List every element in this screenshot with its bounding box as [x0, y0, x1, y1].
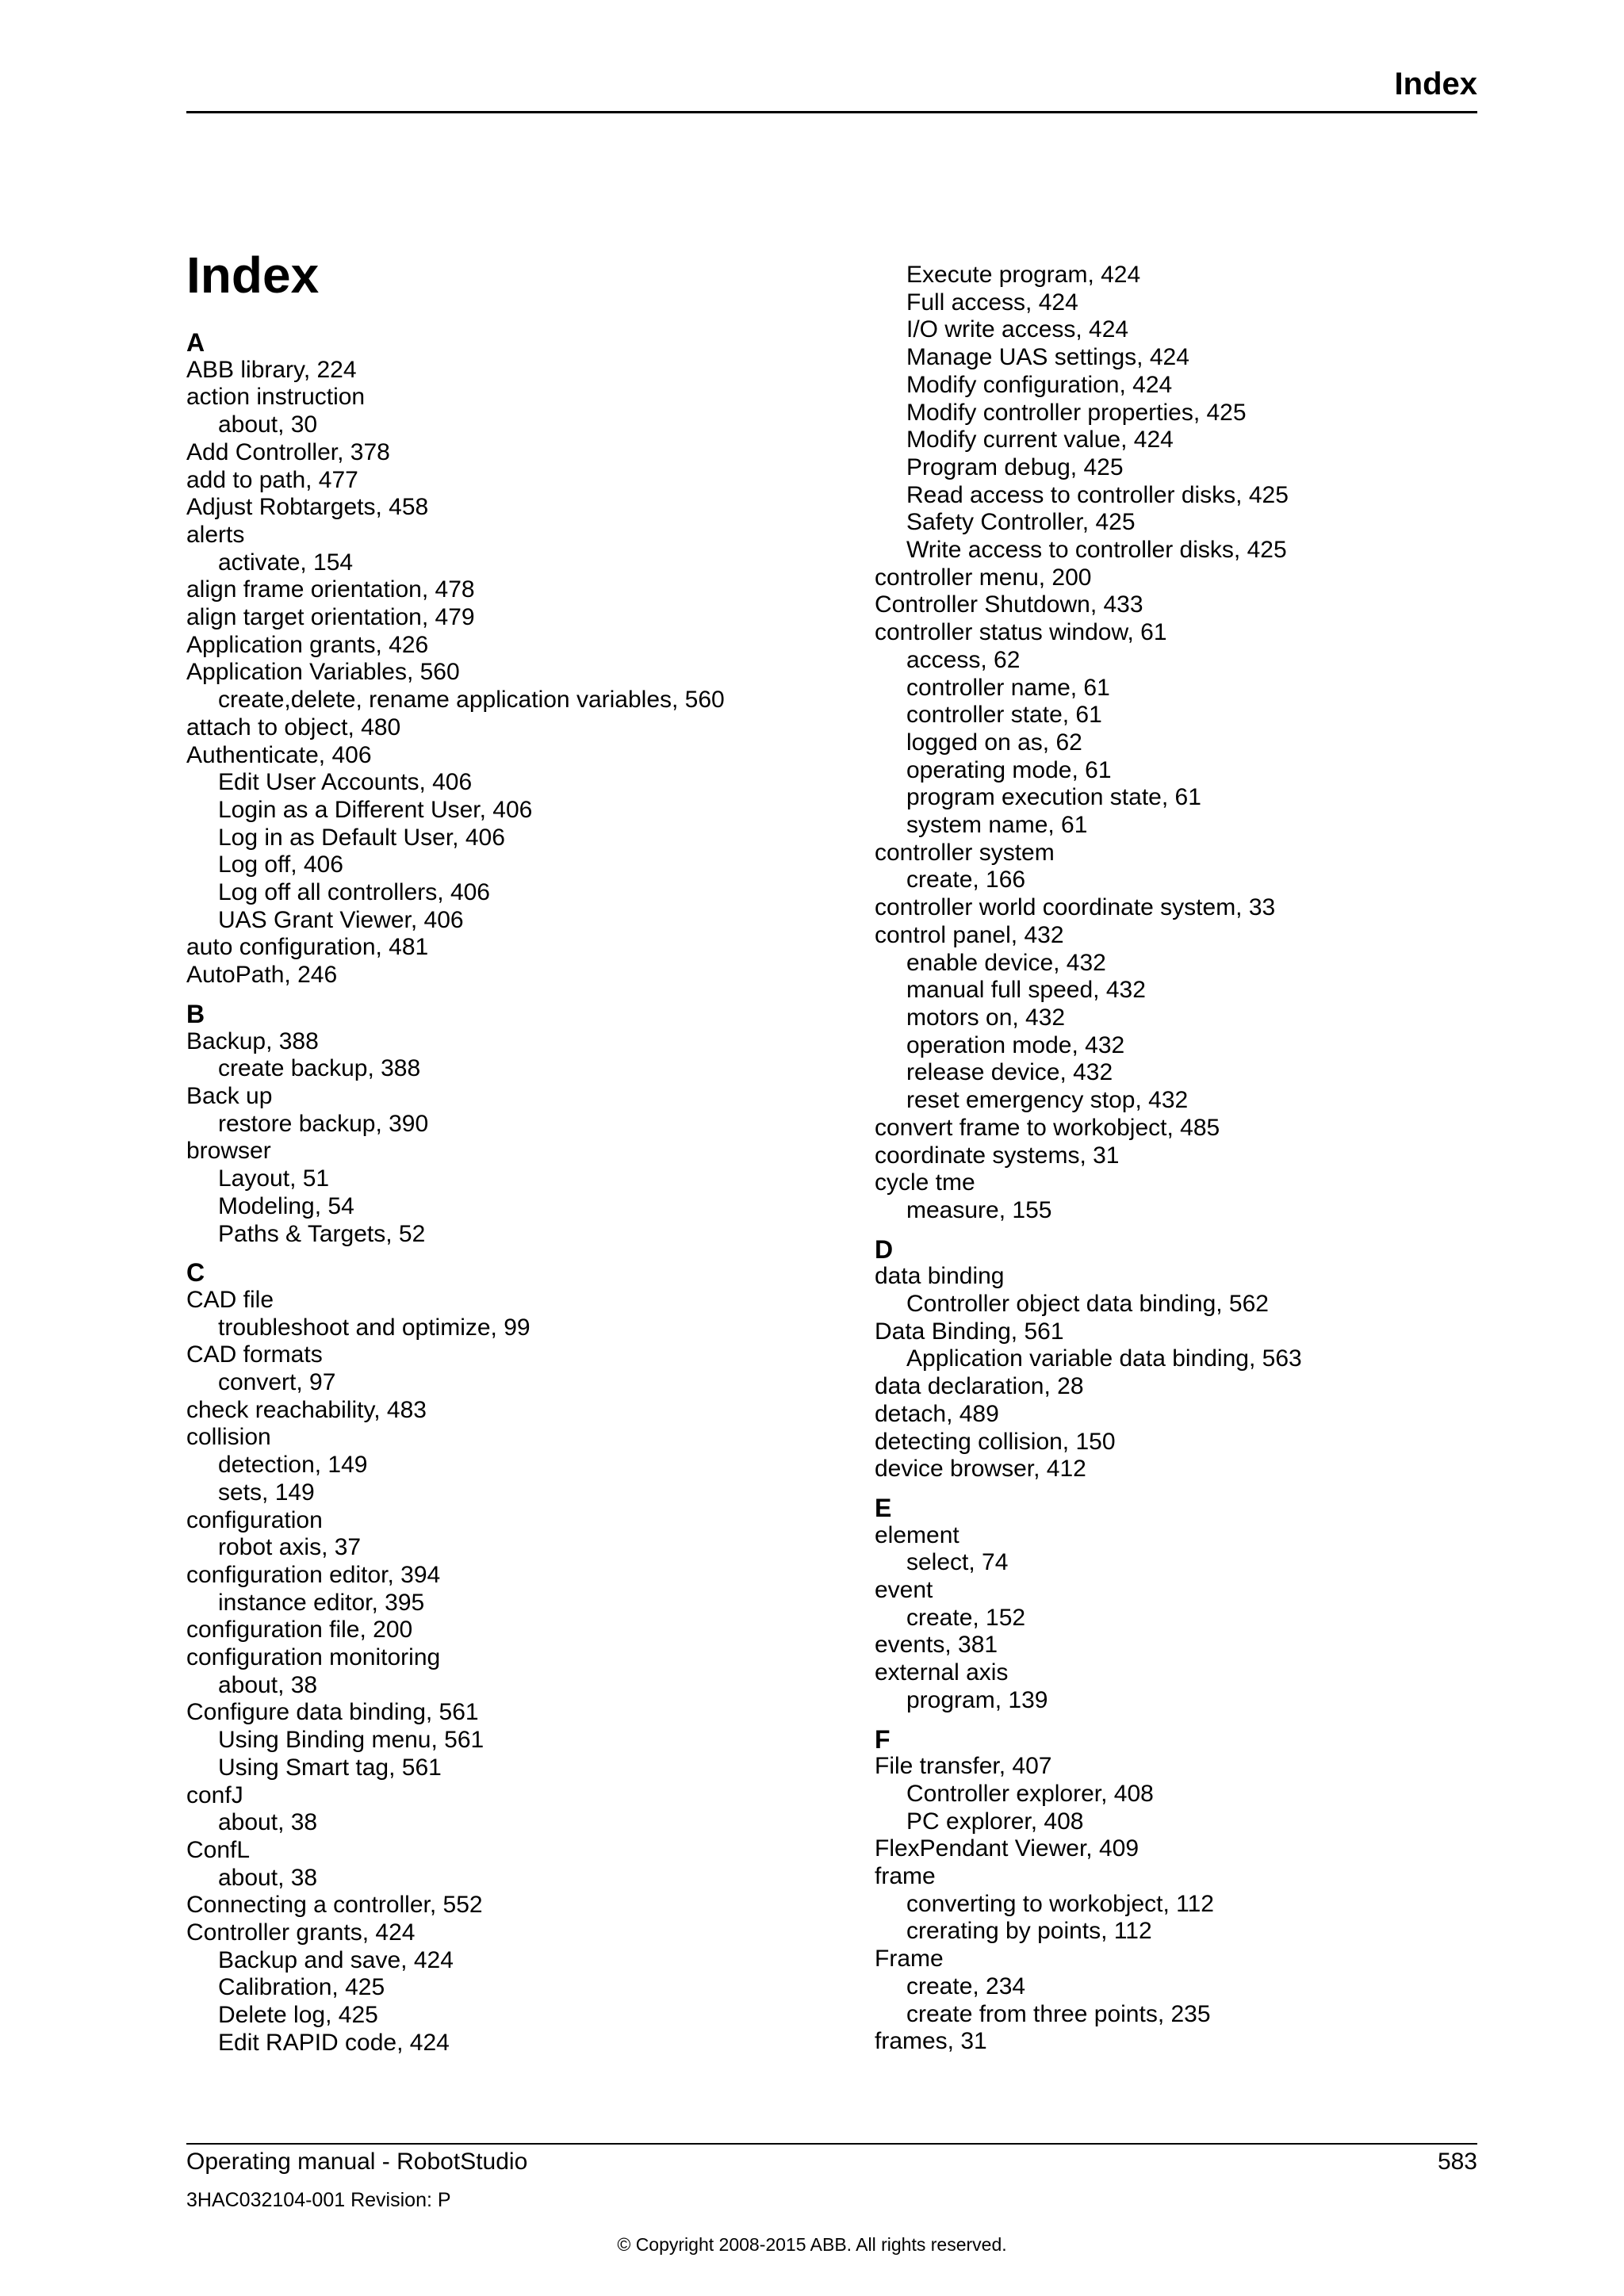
index-subentry: create, 152	[906, 1604, 1026, 1631]
index-subentry: logged on as, 62	[906, 729, 1082, 756]
index-entry: ConfL	[186, 1836, 251, 1863]
index-subentry: manual full speed, 432	[906, 977, 1146, 1004]
index-subentry: UAS Grant Viewer, 406	[218, 906, 464, 933]
index-entry: detach, 489	[875, 1400, 999, 1427]
index-entry: Backup, 388	[186, 1027, 319, 1054]
index-subentry: Using Binding menu, 561	[218, 1727, 485, 1754]
index-subentry: Login as a Different User, 406	[218, 796, 533, 823]
index-entry: Controller Shutdown, 433	[875, 591, 1143, 618]
index-subentry: about, 38	[218, 1809, 318, 1836]
index-subentry: create, 166	[906, 867, 1026, 894]
index-entry: data declaration, 28	[875, 1373, 1084, 1400]
index-subentry: create,delete, rename application variables, 560	[218, 687, 725, 714]
index-subentry: Log off all controllers, 406	[218, 879, 490, 906]
index-subentry: release device, 432	[906, 1059, 1113, 1086]
index-entry: ABB library, 224	[186, 356, 357, 383]
index-subentry: converting to workobject, 112	[906, 1890, 1214, 1917]
index-entry: Adjust Robtargets, 458	[186, 494, 429, 521]
index-subentry: sets, 149	[218, 1479, 315, 1506]
index-entry: Frame	[875, 1946, 944, 1973]
index-entry: align target orientation, 479	[186, 604, 475, 631]
index-subentry: Edit RAPID code, 424	[218, 2029, 450, 2056]
index-entry: convert frame to workobject, 485	[875, 1114, 1220, 1141]
index-subentry: Edit User Accounts, 406	[218, 769, 473, 796]
index-entry: controller menu, 200	[875, 564, 1092, 591]
index-subentry: Log in as Default User, 406	[218, 824, 505, 851]
index-subentry: Controller explorer, 408	[906, 1780, 1154, 1807]
index-subentry: Modify configuration, 424	[906, 371, 1173, 398]
footer-divider	[186, 2143, 1477, 2145]
index-entry: Back up	[186, 1082, 273, 1109]
index-letter-heading: D	[875, 1234, 894, 1264]
index-subentry: controller state, 61	[906, 702, 1102, 729]
index-entry: auto configuration, 481	[186, 934, 429, 961]
index-subentry: crerating by points, 112	[906, 1918, 1152, 1945]
index-entry: align frame orientation, 478	[186, 576, 475, 603]
page-heading: Index	[186, 247, 320, 304]
index-subentry: Write access to controller disks, 425	[906, 537, 1287, 564]
index-entry: add to path, 477	[186, 466, 358, 493]
index-subentry: operation mode, 432	[906, 1031, 1125, 1058]
index-subentry: system name, 61	[906, 812, 1088, 839]
index-subentry: about, 38	[218, 1864, 318, 1891]
index-entry: CAD formats	[186, 1341, 323, 1368]
index-subentry: convert, 97	[218, 1369, 336, 1396]
index-entry: alerts	[186, 521, 245, 548]
index-subentry: robot axis, 37	[218, 1534, 362, 1561]
index-entry: Authenticate, 406	[186, 741, 372, 768]
page-number: 583	[1437, 2149, 1477, 2175]
index-subentry: about, 38	[218, 1671, 318, 1698]
index-entry: Application grants, 426	[186, 631, 429, 658]
index-subentry: program execution state, 61	[906, 784, 1201, 811]
index-entry: Controller grants, 424	[186, 1919, 416, 1946]
index-entry: confJ	[186, 1781, 243, 1808]
index-entry: controller world coordinate system, 33	[875, 894, 1276, 921]
index-subentry: operating mode, 61	[906, 756, 1112, 783]
index-entry: data binding	[875, 1263, 1005, 1290]
index-letter-heading: E	[875, 1493, 892, 1522]
index-entry: FlexPendant Viewer, 409	[875, 1835, 1139, 1862]
index-subentry: Layout, 51	[218, 1165, 330, 1192]
index-subentry: motors on, 432	[906, 1004, 1066, 1031]
index-entry: device browser, 412	[875, 1456, 1086, 1483]
index-subentry: Modeling, 54	[218, 1192, 354, 1219]
index-entry: Configure data binding, 561	[186, 1699, 479, 1726]
index-subentry: activate, 154	[218, 549, 354, 576]
index-subentry: measure, 155	[906, 1196, 1052, 1223]
index-entry: detecting collision, 150	[875, 1428, 1116, 1455]
index-entry: AutoPath, 246	[186, 962, 338, 989]
index-entry: configuration file, 200	[186, 1617, 413, 1644]
index-subentry: instance editor, 395	[218, 1589, 425, 1616]
index-subentry: Backup and save, 424	[218, 1946, 454, 1973]
index-entry: control panel, 432	[875, 921, 1064, 948]
index-entry: external axis	[875, 1659, 1009, 1686]
index-entry: Add Controller, 378	[186, 438, 390, 465]
header-divider	[186, 111, 1477, 113]
index-subentry: troubleshoot and optimize, 99	[218, 1314, 530, 1341]
index-entry: configuration	[186, 1506, 323, 1533]
index-subentry: Modify controller properties, 425	[906, 399, 1247, 426]
index-subentry: I/O write access, 424	[906, 316, 1129, 343]
footer-manual-title: Operating manual - RobotStudio	[186, 2149, 528, 2175]
index-entry: Data Binding, 561	[875, 1318, 1064, 1345]
index-subentry: enable device, 432	[906, 949, 1106, 976]
index-entry: Application Variables, 560	[186, 659, 460, 686]
index-column-left	[186, 329, 821, 2057]
running-header-title: Index	[1394, 67, 1477, 101]
index-entry: controller system	[875, 839, 1055, 866]
index-subentry: Using Smart tag, 561	[218, 1754, 442, 1781]
index-subentry: Modify current value, 424	[906, 427, 1174, 453]
index-entry: attach to object, 480	[186, 714, 401, 740]
index-entry: CAD file	[186, 1286, 274, 1313]
index-entry: events, 381	[875, 1632, 998, 1659]
index-subentry: Safety Controller, 425	[906, 509, 1136, 536]
index-entry: browser	[186, 1138, 271, 1165]
index-subentry: Read access to controller disks, 425	[906, 481, 1289, 508]
index-subentry: Delete log, 425	[218, 2002, 378, 2029]
index-entry: element	[875, 1521, 959, 1548]
index-letter-heading: A	[186, 328, 205, 357]
index-letter-heading: F	[875, 1724, 891, 1754]
index-letter-heading: B	[186, 999, 205, 1028]
index-subentry: select, 74	[906, 1549, 1009, 1576]
index-entry: coordinate systems, 31	[875, 1142, 1120, 1169]
index-entry: frame	[875, 1863, 936, 1890]
index-subentry: Full access, 424	[906, 289, 1078, 316]
index-subentry: Application variable data binding, 563	[906, 1345, 1302, 1372]
index-subentry: detection, 149	[218, 1452, 368, 1479]
index-entry: frames, 31	[875, 2028, 987, 2055]
index-entry: cycle tme	[875, 1169, 975, 1196]
index-subentry: restore backup, 390	[218, 1110, 429, 1137]
index-subentry: about, 30	[218, 411, 318, 438]
index-subentry: PC explorer, 408	[906, 1808, 1084, 1835]
index-letter-heading: C	[186, 1258, 205, 1288]
index-subentry: Controller object data binding, 562	[906, 1291, 1269, 1318]
index-subentry: Manage UAS settings, 424	[906, 344, 1189, 371]
index-subentry: create backup, 388	[218, 1055, 421, 1082]
index-subentry: Program debug, 425	[906, 453, 1124, 480]
index-entry: action instruction	[186, 384, 366, 411]
index-subentry: reset emergency stop, 432	[906, 1087, 1189, 1114]
index-subentry: Log off, 406	[218, 851, 343, 878]
index-entry: event	[875, 1577, 933, 1604]
index-entry: Connecting a controller, 552	[186, 1892, 483, 1919]
index-subentry: Execute program, 424	[906, 262, 1141, 288]
index-entry: configuration monitoring	[186, 1644, 441, 1671]
index-subentry: access, 62	[906, 646, 1021, 673]
index-subentry: program, 139	[906, 1686, 1048, 1713]
index-subentry: create, 234	[906, 1973, 1026, 1999]
index-entry: controller status window, 61	[875, 619, 1167, 646]
copyright-notice: © Copyright 2008-2015 ABB. All rights reserved.	[617, 2234, 1007, 2255]
index-subentry: Paths & Targets, 52	[218, 1220, 426, 1247]
index-subentry: Calibration, 425	[218, 1974, 385, 2001]
index-entry: check reachability, 483	[186, 1396, 427, 1423]
index-entry: File transfer, 407	[875, 1753, 1052, 1780]
index-entry: collision	[186, 1424, 271, 1451]
index-subentry: controller name, 61	[906, 674, 1110, 701]
index-entry: configuration editor, 394	[186, 1561, 441, 1588]
document-id: 3HAC032104-001 Revision: P	[186, 2189, 451, 2211]
index-subentry: create from three points, 235	[906, 2000, 1211, 2027]
index-column-right	[875, 262, 1509, 2056]
